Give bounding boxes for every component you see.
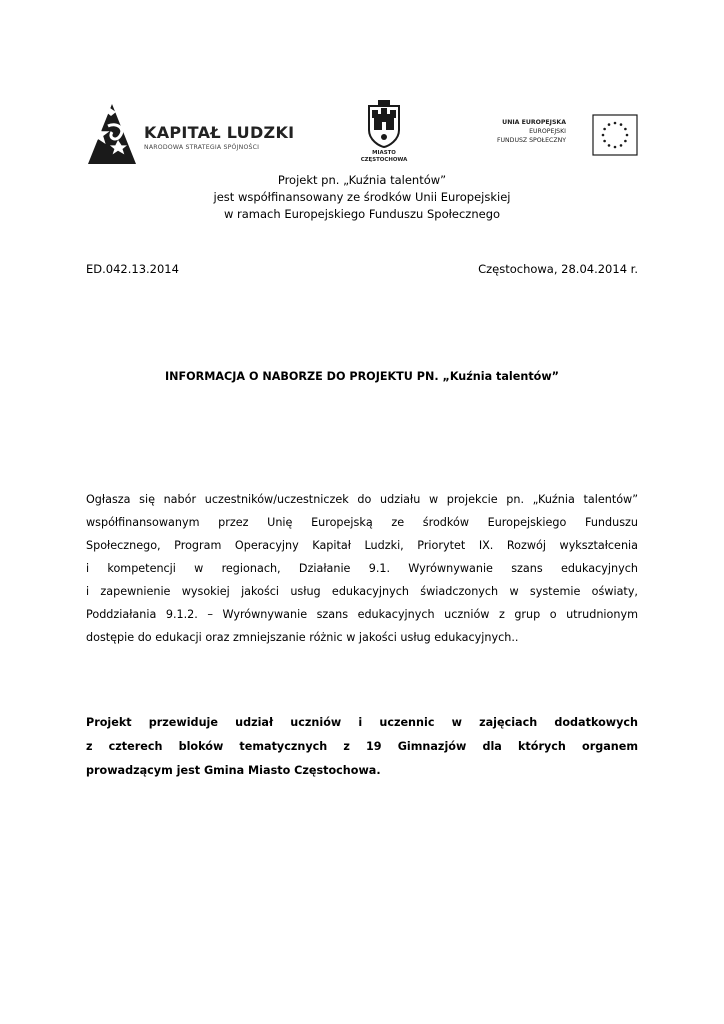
- eu-logo-line3: FUNDUSZ SPOŁECZNY: [496, 137, 566, 144]
- eu-logo-line2: EUROPEJSKI: [529, 128, 566, 135]
- paragraph-line: Poddziałania 9.1.2. – Wyrównywanie szans edukacyjnych uczniów z grup o utrudnionym: [86, 608, 638, 621]
- paragraph-line: Projekt przewiduje udział uczniów i uczennic w zajęciach dodatkowych: [86, 716, 638, 729]
- city-logo-line1: MIASTO: [372, 150, 396, 156]
- intro-line-1: Projekt pn. „Kuźnia talentów”: [277, 173, 447, 187]
- intro-line-2: jest współfinansowany ze środków Unii Europejskiej: [213, 190, 511, 204]
- paragraph-line: z czterech bloków tematycznych z 19 Gimnazjów dla których organem: [86, 740, 638, 753]
- czestochowa-city-logo: [354, 100, 414, 168]
- eu-logo-text: [497, 118, 566, 145]
- kapital-ludzki-logo: [86, 102, 296, 166]
- paragraph-line: współfinansowanym przez Unię Europejską ze środków Europejskiego Funduszu: [86, 516, 638, 529]
- eu-flag-icon: [592, 114, 638, 156]
- intro-line-3: w ramach Europejskiego Funduszu Społecznego: [223, 207, 501, 221]
- header-logos: [86, 100, 638, 168]
- recruitment-paragraph: [86, 488, 638, 649]
- city-logo-line2: CZĘSTOCHOWA: [360, 157, 408, 163]
- document-heading: INFORMACJA O NABORZE DO PROJEKTU PN. „Kuźnia talentów”: [164, 370, 560, 383]
- kapital-ludzki-subtitle: NARODOWA STRATEGIA SPÓJNOŚCI: [144, 144, 260, 151]
- project-scope-paragraph: [86, 711, 638, 783]
- paragraph-line: i zapewnienie wysokiej jakości usług edukacyjnych świadczonych w systemie oświaty,: [86, 585, 638, 598]
- reference-number: ED.042.13.2014: [86, 262, 179, 276]
- paragraph-line: dostępie do edukacji oraz zmniejszanie różnic w jakości usług edukacyjnych..: [86, 631, 519, 644]
- eu-logo-line1: UNIA EUROPEJSKA: [502, 119, 566, 126]
- paragraph-line: prowadzącym jest Gmina Miasto Częstochowa.: [86, 764, 381, 777]
- paragraph-line: i kompetencji w regionach, Działanie 9.1. Wyrównywanie szans edukacyjnych: [86, 562, 638, 575]
- paragraph-line: Społecznego, Program Operacyjny Kapitał Ludzki, Priorytet IX. Rozwój wykształcenia: [86, 539, 638, 552]
- city-coat-of-arms-icon: [367, 100, 401, 148]
- paragraph-line: Ogłasza się nabór uczestników/uczestniczek do udziału w projekcie pn. „Kuźnia talentów”: [86, 493, 638, 506]
- kapital-ludzki-title: KAPITAŁ LUDZKI: [144, 123, 295, 142]
- place-and-date: Częstochowa, 28.04.2014 r.: [478, 262, 638, 276]
- eu-efs-logo: [484, 114, 638, 160]
- kapital-ludzki-emblem-icon: [86, 102, 138, 166]
